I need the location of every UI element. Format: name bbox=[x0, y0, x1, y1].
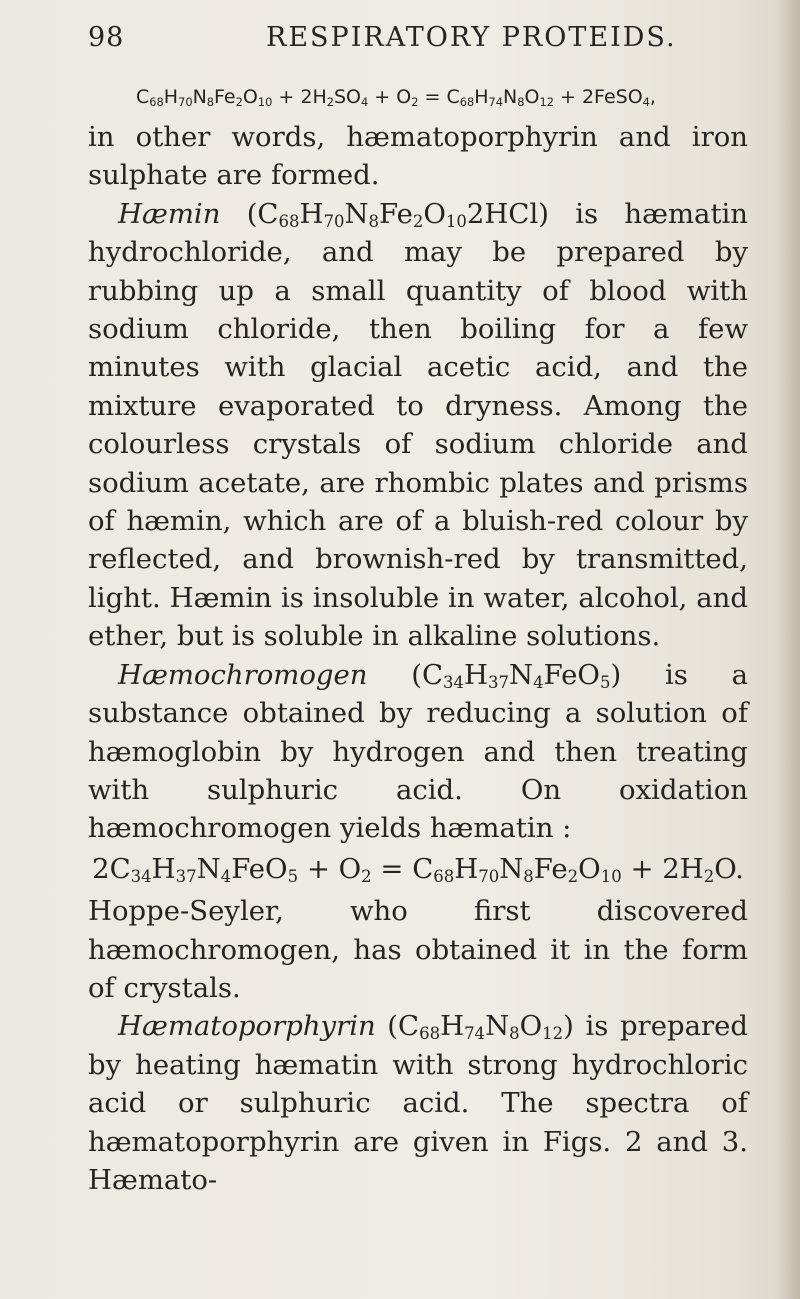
text-run: + 2H bbox=[272, 86, 327, 108]
text-run: O bbox=[578, 852, 601, 885]
text-run: H bbox=[299, 197, 324, 230]
text-run: N bbox=[196, 852, 221, 885]
text-run: C bbox=[136, 86, 150, 108]
equation-lhs bbox=[136, 86, 418, 108]
subscript: 2 bbox=[361, 866, 372, 886]
subscript: 10 bbox=[257, 94, 273, 109]
subscript: 4 bbox=[361, 94, 369, 109]
text-run: Fe bbox=[214, 86, 236, 108]
text-run: ) is prepared by heating hæmatin with strong hydrochloric acid or sulphuric acid. The spectra of hæmatoporphyrin are given in Figs. 2 and 3. Hæmato- bbox=[88, 1010, 749, 1196]
subscript: 2 bbox=[326, 94, 334, 109]
subscript: 5 bbox=[287, 866, 299, 886]
text-run: (C bbox=[367, 658, 444, 691]
chemical-equation bbox=[88, 850, 748, 888]
text-run: H bbox=[163, 86, 179, 108]
text-run: (C bbox=[220, 197, 279, 230]
subscript: 70 bbox=[323, 211, 345, 231]
subscript: 37 bbox=[488, 672, 510, 692]
subscript: 68 bbox=[459, 94, 475, 109]
text-run: O bbox=[524, 86, 540, 108]
text-run: H bbox=[440, 1010, 465, 1043]
paragraph bbox=[88, 195, 748, 656]
text-run: FeO bbox=[543, 658, 600, 691]
subscript: 4 bbox=[220, 866, 232, 886]
subscript: 2 bbox=[567, 866, 579, 886]
italic-term: Hæmatoporphyrin bbox=[118, 1010, 376, 1043]
subscript: 8 bbox=[509, 1024, 520, 1044]
text-run: (C bbox=[375, 1010, 420, 1043]
subscript: 70 bbox=[478, 866, 500, 886]
text-run: , bbox=[649, 86, 656, 108]
text-run: O bbox=[519, 1010, 543, 1043]
subscript: 5 bbox=[599, 672, 611, 692]
subscript: 74 bbox=[488, 94, 504, 109]
page-header bbox=[88, 22, 728, 62]
text-run: Fe bbox=[379, 197, 413, 230]
text-run: + 2FeSO bbox=[553, 86, 643, 108]
subscript: 2 bbox=[411, 94, 419, 109]
text-run: FeO bbox=[231, 852, 288, 885]
subscript: 68 bbox=[433, 866, 455, 886]
text-run: O bbox=[423, 197, 446, 230]
paragraph bbox=[88, 892, 748, 1007]
subscript: 10 bbox=[600, 866, 622, 886]
subscript: 2 bbox=[235, 94, 243, 109]
subscript: 2 bbox=[412, 211, 424, 231]
chemical-equation-top bbox=[136, 86, 756, 108]
text-run: Hoppe-Seyler, who first discovered hæmochromogen, has obtained it in the form of crystals. bbox=[88, 895, 748, 1004]
body-text bbox=[88, 118, 748, 1199]
text-run: 2HCl) is hæmatin hydrochloride, and may be prepared by rubbing up a small quantity of blood with sodium chloride, then boiling for a few minutes with glacial acetic acid, and the mixture evaporated to dryness. Among the colourless crystals of sodium chloride and sodium acetate, are rhombic plates and prisms of hæmin, which are of a bluish-red colour by reflected, and brownish-red by transmitted, light. Hæmin is insoluble in water, alcohol, and ether, but is soluble in alkaline solutions. bbox=[88, 197, 748, 653]
paragraph bbox=[88, 118, 748, 195]
subscript: 8 bbox=[523, 866, 534, 886]
paragraph bbox=[88, 656, 748, 848]
text-run: N bbox=[344, 197, 369, 230]
subscript: 37 bbox=[175, 866, 197, 886]
text-run: in other words, hæmatoporphyrin and iron sulphate are formed. bbox=[88, 121, 748, 192]
subscript: 8 bbox=[206, 94, 215, 109]
text-run: H bbox=[454, 852, 479, 885]
italic-term: Hæmin bbox=[118, 197, 221, 230]
subscript: 74 bbox=[464, 1024, 486, 1044]
text-run: N bbox=[485, 1010, 510, 1043]
text-run: H bbox=[474, 86, 489, 108]
text-run: N bbox=[509, 658, 534, 691]
equation-rhs bbox=[418, 86, 655, 108]
running-title: RESPIRATORY PROTEIDS. bbox=[266, 22, 677, 53]
text-run: Fe bbox=[533, 852, 568, 885]
subscript: 4 bbox=[533, 672, 544, 692]
text-run: = C bbox=[371, 852, 434, 885]
subscript: 8 bbox=[368, 211, 380, 231]
subscript: 68 bbox=[419, 1024, 441, 1044]
subscript: 34 bbox=[443, 672, 465, 692]
subscript: 68 bbox=[278, 211, 300, 231]
subscript: 2 bbox=[703, 866, 715, 886]
paragraph bbox=[88, 1007, 748, 1199]
text-run: O. bbox=[714, 852, 744, 885]
text-run: H bbox=[464, 658, 489, 691]
subscript: 12 bbox=[542, 1024, 564, 1044]
text-run: + O bbox=[298, 852, 362, 885]
page-number: 98 bbox=[88, 22, 125, 53]
page-edge-shadow bbox=[778, 0, 800, 1299]
subscript: 70 bbox=[178, 94, 193, 109]
text-run: + O bbox=[368, 86, 412, 108]
text-run: N bbox=[503, 86, 518, 108]
subscript: 34 bbox=[130, 866, 152, 886]
text-run: SO bbox=[333, 86, 361, 108]
subscript: 68 bbox=[149, 94, 164, 109]
text-run: N bbox=[499, 852, 524, 885]
text-run: H bbox=[151, 852, 176, 885]
text-run: O bbox=[242, 86, 258, 108]
text-run: + 2H bbox=[621, 852, 704, 885]
subscript: 8 bbox=[517, 94, 525, 109]
text-run: 2C bbox=[92, 852, 131, 885]
text-run: ) is a substance obtained by reducing a solution of hæmoglobin by hydrogen and then treating with sulphuric acid. On oxidation hæmochromogen yields hæmatin : bbox=[88, 658, 748, 845]
subscript: 10 bbox=[445, 211, 467, 231]
text-run: N bbox=[192, 86, 207, 108]
text-run: = C bbox=[418, 86, 460, 108]
subscript: 4 bbox=[642, 94, 650, 109]
italic-term: Hæmochromogen bbox=[118, 658, 368, 691]
subscript: 12 bbox=[539, 94, 554, 109]
